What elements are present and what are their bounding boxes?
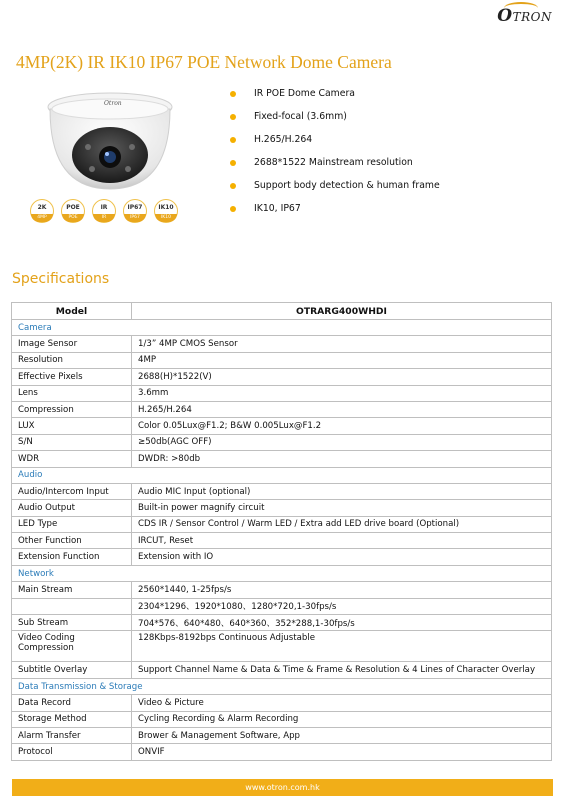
specifications-table [11,302,552,761]
spec-value: 2304*1296、1920*1080、1280*720,1-30fps/s [132,598,552,614]
feature-text: 2688*1522 Mainstream resolution [254,157,413,168]
header-model-value: OTRARG400WHDI [132,303,552,320]
spec-key: Lens [12,385,132,401]
section-title: Audio [12,467,552,483]
specifications-heading: Specifications [12,271,110,287]
header-model: Model [12,303,132,320]
spec-value: Color 0.05Lux@F1.2; B&W 0.005Lux@F1.2 [132,418,552,434]
spec-key: Image Sensor [12,336,132,352]
feature-item [230,134,440,157]
spec-value: Support Channel Name & Data & Time & Frame & Resolution & 4 Lines of Character Overlay [132,662,552,678]
bullet-icon [230,183,236,189]
table-row [12,598,552,614]
spec-key: LUX [12,418,132,434]
table-row [12,418,552,434]
table-row [12,662,552,678]
spec-key: Protocol [12,744,132,760]
bullet-icon [230,137,236,143]
feature-text: IK10, IP67 [254,203,301,214]
footer-website: www.otron.com.hk [12,779,553,796]
feature-item [230,203,440,226]
spec-value: ONVIF [132,744,552,760]
table-row [12,727,552,743]
svg-text:Otron: Otron [104,100,122,107]
table-row [12,369,552,385]
badge-caption: IR [93,214,115,222]
spec-key: Effective Pixels [12,369,132,385]
spec-value: Video & Picture [132,695,552,711]
spec-key: Alarm Transfer [12,727,132,743]
spec-key: Other Function [12,533,132,549]
badge-icon-label: IR [100,204,108,211]
badge-icon-label: IK10 [158,204,174,211]
badge-icon-label: 2K [37,204,47,211]
spec-value: ≥50db(AGC OFF) [132,434,552,450]
spec-value: Cycling Recording & Alarm Recording [132,711,552,727]
spec-key: S/N [12,434,132,450]
spec-key: Audio/Intercom Input [12,483,132,499]
section-title: Data Transmission & Storage [12,678,552,694]
table-row [12,516,552,532]
badge-poe [61,199,85,223]
table-row [12,695,552,711]
badge-caption: IK10 [155,214,177,222]
feature-item [230,180,440,203]
feature-text: Fixed-focal (3.6mm) [254,111,347,122]
spec-key: Subtitle Overlay [12,662,132,678]
table-row [12,744,552,760]
spec-value: Extension with IO [132,549,552,565]
badge-4mp [30,199,54,223]
spec-key: Storage Method [12,711,132,727]
badge-ip67 [123,199,147,223]
dome-camera-image [40,85,180,195]
feature-item [230,111,440,134]
badge-icon-label: POE [66,204,80,211]
spec-key: LED Type [12,516,132,532]
badge-caption: POE [62,214,84,222]
table-row [12,483,552,499]
table-row [12,401,552,417]
spec-key [12,598,132,614]
bullet-icon [230,114,236,120]
feature-list [230,88,440,226]
table-row [12,500,552,516]
badge-ik10 [154,199,178,223]
table-row [12,711,552,727]
section-row [12,467,552,483]
spec-key: Extension Function [12,549,132,565]
table-row [12,615,552,631]
spec-value: CDS IR / Sensor Control / Warm LED / Extra add LED drive board (Optional) [132,516,552,532]
spec-value: 4MP [132,352,552,368]
table-row [12,451,552,467]
bullet-icon [230,160,236,166]
badge-caption: 4MP [31,214,53,222]
spec-key: Video Coding Compression [12,631,132,662]
page-title: 4MP(2K) IR IK10 IP67 POE Network Dome Camera [16,52,392,72]
spec-value: H.265/H.264 [132,401,552,417]
table-row [12,434,552,450]
brand-logo: OTRON [497,6,552,26]
feature-item [230,88,440,111]
top-bar [0,0,566,20]
bullet-icon [230,206,236,212]
spec-value: 1/3” 4MP CMOS Sensor [132,336,552,352]
spec-value: Built-in power magnify circuit [132,500,552,516]
spec-key: WDR [12,451,132,467]
section-row [12,565,552,581]
spec-key: Compression [12,401,132,417]
table-header-row [12,303,552,320]
badge-icon-label: IP67 [127,204,143,211]
table-row [12,549,552,565]
feature-text: Support body detection & human frame [254,180,440,191]
spec-key: Data Record [12,695,132,711]
feature-item [230,157,440,180]
table-row [12,352,552,368]
spec-value: Audio MIC Input (optional) [132,483,552,499]
spec-key: Sub Stream [12,615,132,631]
section-row [12,678,552,694]
spec-key: Resolution [12,352,132,368]
feature-text: IR POE Dome Camera [254,88,355,99]
section-title: Network [12,565,552,581]
feature-text: H.265/H.264 [254,134,313,145]
spec-value: 3.6mm [132,385,552,401]
bullet-icon [230,91,236,97]
section-row [12,320,552,336]
table-row [12,533,552,549]
table-row [12,582,552,598]
feature-badges [30,199,178,223]
spec-value: Brower & Management Software, App [132,727,552,743]
table-row [12,336,552,352]
spec-value: IRCUT, Reset [132,533,552,549]
table-row [12,631,552,662]
spec-value: 2688(H)*1522(V) [132,369,552,385]
section-title: Camera [12,320,552,336]
badge-ir [92,199,116,223]
badge-caption: IP67 [124,214,146,222]
spec-key: Main Stream [12,582,132,598]
spec-value: DWDR: >80db [132,451,552,467]
spec-value: 128Kbps-8192bps Continuous Adjustable [132,631,552,662]
spec-value: 704*576、640*480、640*360、352*288,1-30fps/s [132,615,552,631]
table-row [12,385,552,401]
spec-value: 2560*1440, 1-25fps/s [132,582,552,598]
spec-key: Audio Output [12,500,132,516]
